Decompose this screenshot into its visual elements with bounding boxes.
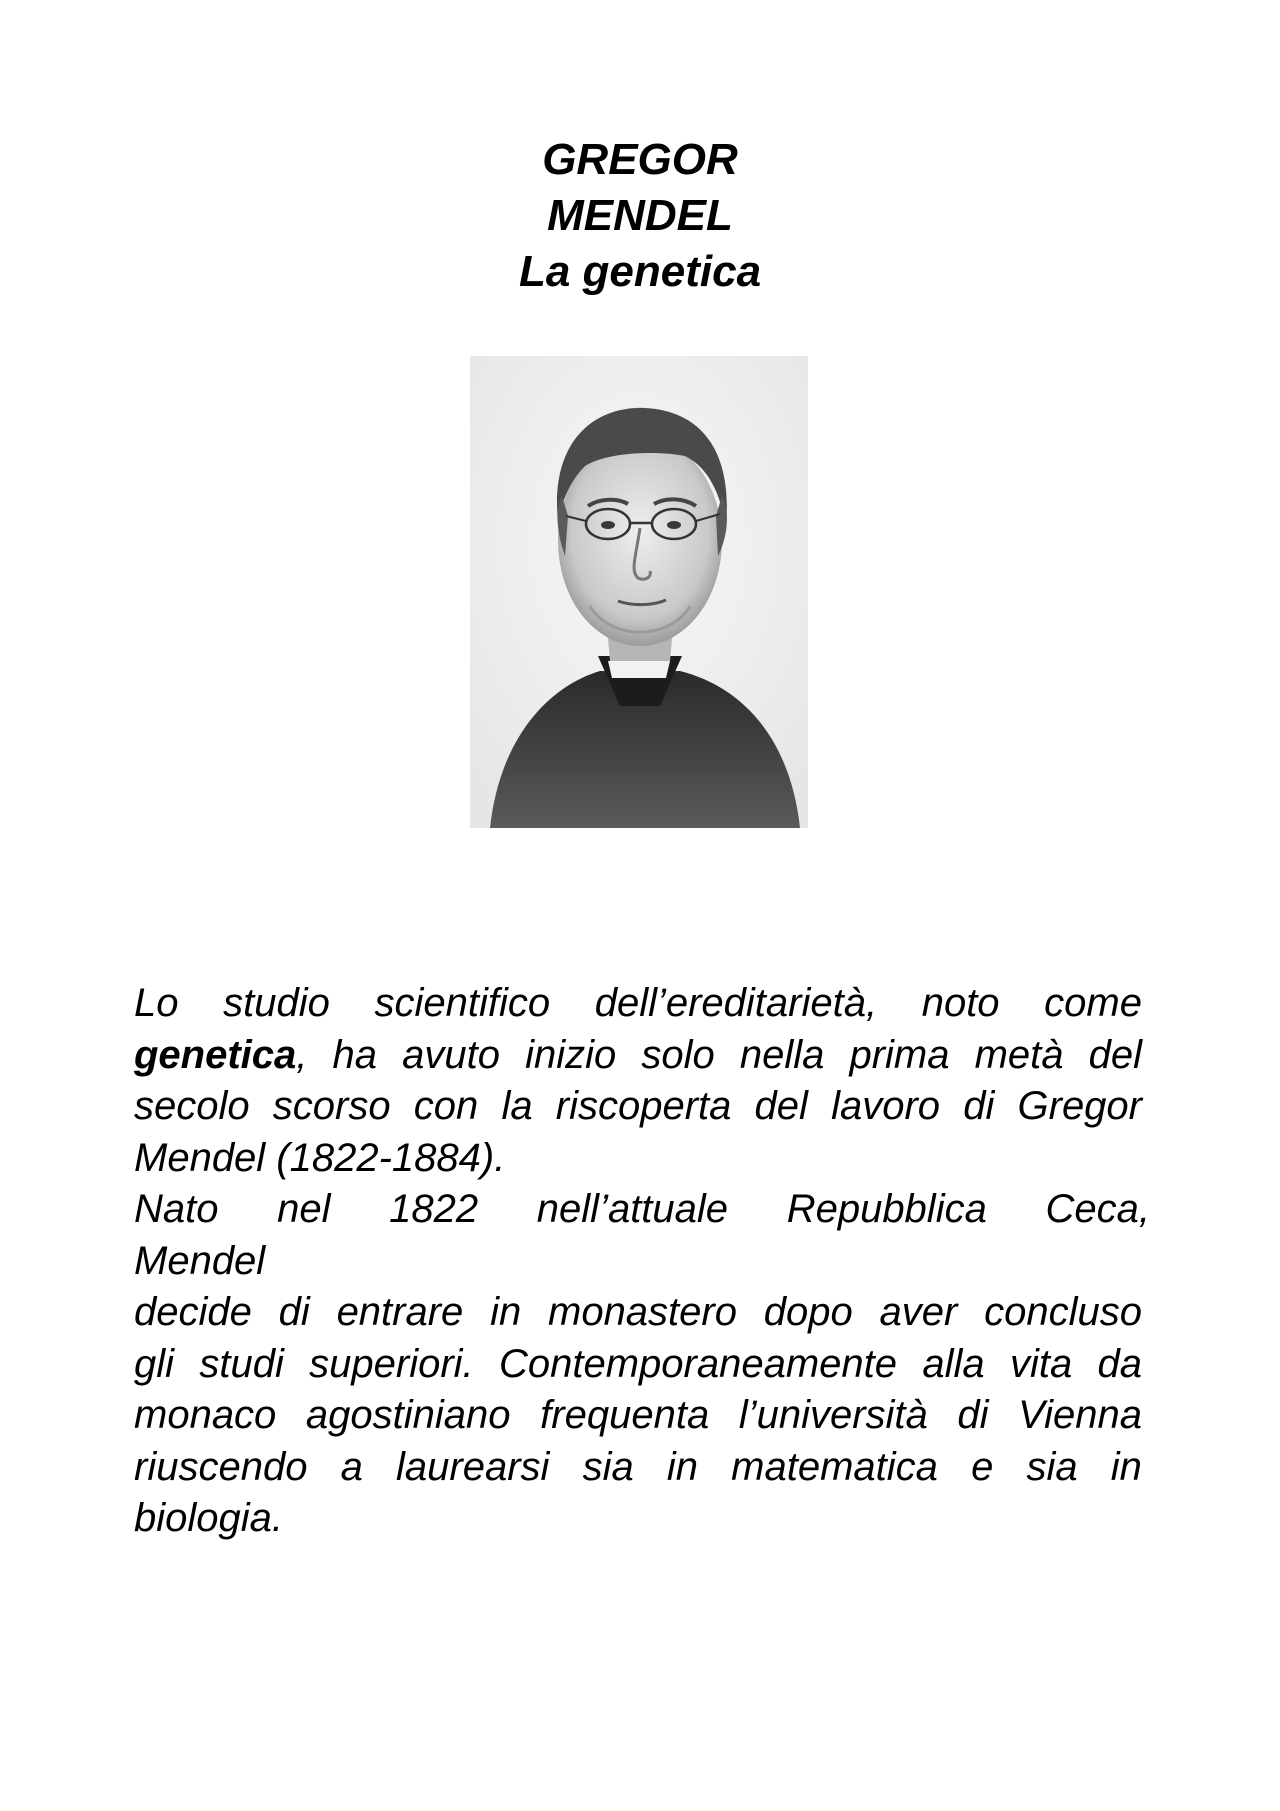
genetica-term: genetica xyxy=(134,1032,297,1077)
title-line-3: La genetica xyxy=(518,247,762,296)
p3-word-3: laurearsi xyxy=(396,1444,550,1489)
p1-line-4: Mendel (1822-1884). xyxy=(134,1135,506,1180)
p1-word-5: noto xyxy=(921,981,1000,1025)
p3-line-5: biologia. xyxy=(134,1496,284,1540)
title-line-2: MENDEL xyxy=(547,191,733,240)
p1-word-1: Lo xyxy=(134,981,179,1025)
portrait-illustration xyxy=(470,356,808,828)
p2-word-3: 1822 xyxy=(389,1187,479,1231)
title-line-1: GREGOR xyxy=(542,135,738,184)
p1-line-2-rest: , ha avuto inizio solo nella prima metà del xyxy=(296,1032,1142,1077)
p2-word-5: Repubblica xyxy=(786,1187,987,1231)
p3-word-8: sia xyxy=(1026,1444,1078,1489)
p3-word-9: in xyxy=(1110,1444,1142,1489)
p1-word-2: studio xyxy=(223,981,330,1025)
p2-word-2: nel xyxy=(277,1187,331,1231)
p3-word-6: matematica xyxy=(731,1444,938,1489)
p3-word-7: e xyxy=(971,1444,994,1489)
p1-line-3: secolo scorso con la riscoperta del lavoro di Gregor xyxy=(134,1084,1142,1128)
p2-line-2: Mendel xyxy=(134,1238,266,1283)
p1-line-1 xyxy=(134,978,1142,1030)
p2-line-1 xyxy=(134,1184,1150,1236)
portrait-photo xyxy=(470,356,808,828)
p2-word-4: nell’attuale xyxy=(536,1187,729,1231)
p3-word-5: in xyxy=(666,1444,698,1489)
p3-word-2: a xyxy=(340,1444,363,1489)
p3-line-3: monaco agostiniano frequenta l’università di Vienna xyxy=(134,1393,1142,1437)
p3-line-4 xyxy=(134,1442,1142,1494)
p3-line-2: gli studi superiori. Contemporaneamente alla vita da xyxy=(134,1341,1142,1386)
p2-word-6: Ceca, xyxy=(1045,1187,1150,1231)
p3-word-1: riuscendo xyxy=(134,1444,308,1489)
p3-line-1: decide di entrare in monastero dopo aver concluso xyxy=(134,1290,1142,1334)
p1-word-3: scientifico xyxy=(374,981,551,1025)
p3-word-4: sia xyxy=(582,1444,634,1489)
p1-word-4: dell’ereditarietà, xyxy=(594,981,878,1025)
title-block xyxy=(0,132,1280,300)
p1-line-2 xyxy=(134,1030,1142,1082)
p1-word-6: come xyxy=(1044,981,1142,1025)
body-text xyxy=(134,978,1150,1545)
p2-word-1: Nato xyxy=(134,1187,219,1231)
